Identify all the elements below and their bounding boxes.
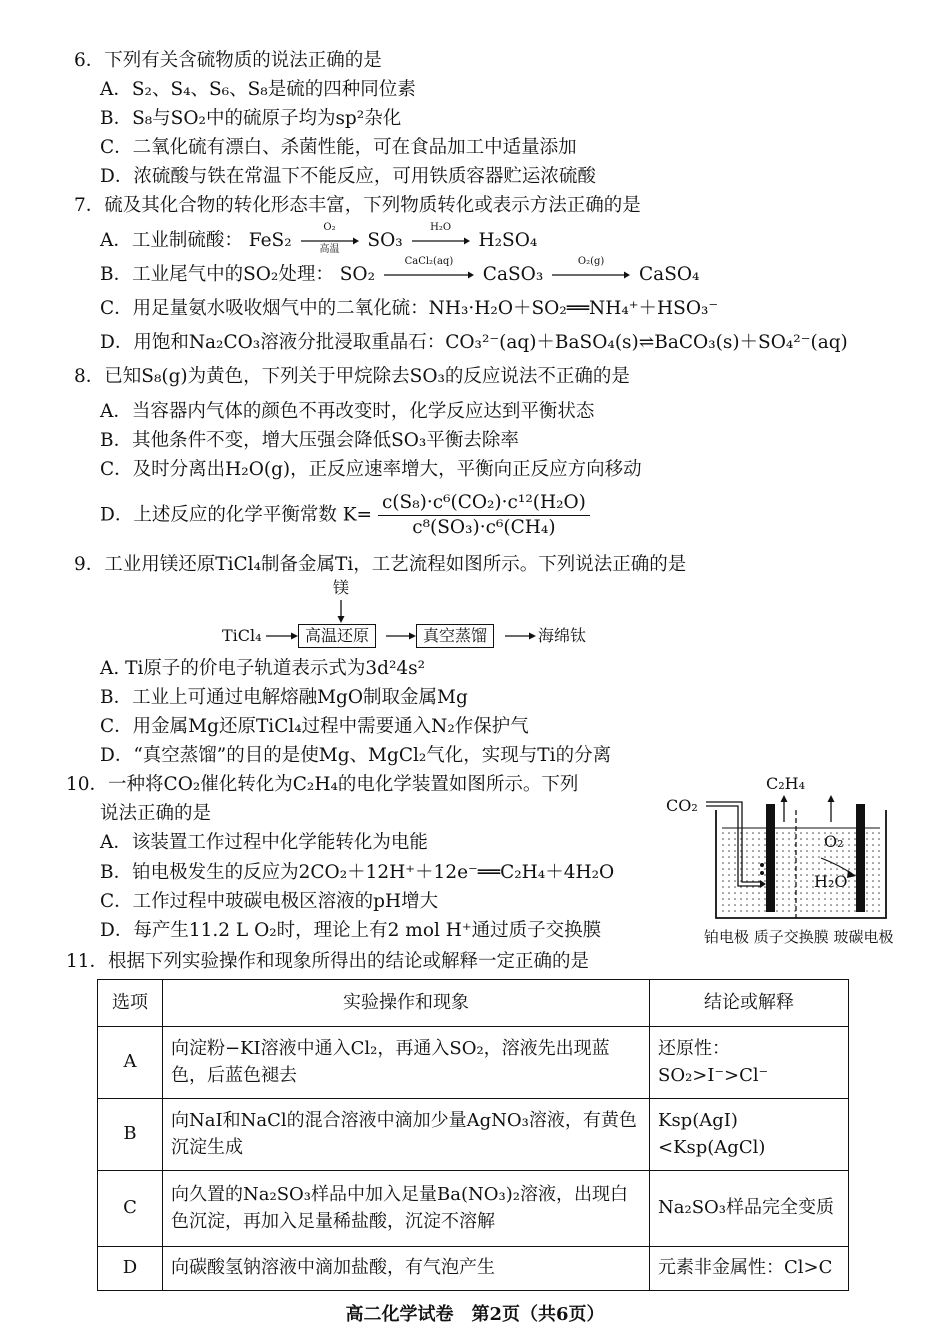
row-conclusion: Ksp(AgI)<Ksp(AgCl) <box>650 1099 849 1171</box>
fraction-denominator: c⁸(SO₃)·c⁶(CH₄) <box>412 516 556 538</box>
q10-option-a: A．该装置工作过程中化学能转化为电能 <box>100 832 428 853</box>
q8-option-d <box>100 494 590 537</box>
reaction-arrow-1 <box>301 222 359 255</box>
arrow-label-top: O₂(g) <box>577 256 605 267</box>
reaction-arrow-4 <box>552 256 630 279</box>
h2o-label: H₂O <box>814 872 848 891</box>
q6-option-d: D．浓硫酸与铁在常温下不能反应，可用铁质容器贮运浓硫酸 <box>100 166 596 187</box>
row-operation: 向淀粉−KI溶液中通入Cl₂，再通入SO₂，溶液先出现蓝色，后蓝色褪去 <box>163 1027 650 1099</box>
q9-option-c: C．用金属Mg还原TiCl₄过程中需要通入N₂作保护气 <box>100 716 529 737</box>
q7-option-d: D．用饱和Na₂CO₃溶液分批浸取重晶石：CO₃²⁻(aq)＋BaSO₄(s)⇌BaCO₃(s)＋SO₄²⁻(aq) <box>100 332 848 353</box>
flow-end-label: 海绵钛 <box>538 626 587 645</box>
flow-box-reduction: 高温还原 <box>298 624 376 648</box>
row-conclusion: 元素非金属性：Cl>C <box>650 1247 849 1291</box>
q9-stem: 9．工业用镁还原TiCl₄制备金属Ti，工艺流程如图所示。下列说法正确的是 <box>74 554 687 575</box>
q7-option-b <box>100 256 700 285</box>
table-row <box>98 1171 849 1247</box>
q9-option-a: A. Ti原子的价电子轨道表示式为3d²4s² <box>100 658 426 679</box>
arrow-label-top: CaCl₂(aq) <box>404 256 454 267</box>
q9-option-d: D．“真空蒸馏”的目的是使Mg、MgCl₂气化，实现与Ti的分离 <box>100 745 612 766</box>
header-operation: 实验操作和现象 <box>163 980 650 1027</box>
q10-stem-cont: 说法正确的是 <box>100 803 212 824</box>
table-row <box>98 1247 849 1291</box>
o2-label: O₂ <box>824 832 844 851</box>
figure-caption: 铂电极 质子交换膜 玻碳电极 <box>704 928 894 946</box>
q10-option-b: B．铂电极发生的反应为2CO₂＋12H⁺＋12e⁻══C₂H₄＋4H₂O <box>100 862 615 883</box>
q10-stem: 10．一种将CO₂催化转化为C₂H₄的电化学装置如图所示。下列 <box>66 774 579 795</box>
reaction-arrow-3 <box>384 256 474 279</box>
q6-option-c: C．二氧化硫有漂白、杀菌性能，可在食品加工中适量添加 <box>100 137 577 158</box>
equilibrium-constant-fraction <box>378 494 590 537</box>
table-row <box>98 1027 849 1099</box>
q8-option-a: A．当容器内气体的颜色不再改变时，化学反应达到平衡状态 <box>100 401 595 422</box>
q7-a-species2: SO₃ <box>367 230 403 251</box>
table-header-row <box>98 980 849 1027</box>
q11-stem: 11．根据下列实验操作和现象所得出的结论或解释一定正确的是 <box>66 951 590 972</box>
q6-option-b: B．S₈与SO₂中的硫原子均为sp²杂化 <box>100 108 402 129</box>
row-option: B <box>98 1099 163 1171</box>
arrow-label-top: H₂O <box>430 222 452 233</box>
row-operation: 向久置的Na₂SO₃样品中加入足量Ba(NO₃)₂溶液，出现白色沉淀，再加入足量稀盐酸，沉淀不溶解 <box>163 1171 650 1247</box>
q10-option-c: C．工作过程中玻碳电极区溶液的pH增大 <box>100 891 439 912</box>
header-conclusion: 结论或解释 <box>650 980 849 1027</box>
q8-option-b: B．其他条件不变，增大压强会降低SO₃平衡去除率 <box>100 430 519 451</box>
q7-a-species1: FeS₂ <box>248 230 292 251</box>
row-conclusion: 还原性：SO₂>I⁻>Cl⁻ <box>650 1027 849 1099</box>
row-option: D <box>98 1247 163 1291</box>
q7-option-c: C．用足量氨水吸收烟气中的二氧化硫：NH₃·H₂O＋SO₂══NH₄⁺＋HSO₃⁻ <box>100 298 719 319</box>
q8-option-c: C．及时分离出H₂O(g)，正反应速率增大，平衡向正反应方向移动 <box>100 459 642 480</box>
flow-box-distillation: 真空蒸馏 <box>416 624 494 648</box>
experiment-table <box>97 979 849 1291</box>
q7-b-species1: SO₂ <box>339 264 376 285</box>
row-option: A <box>98 1027 163 1099</box>
flow-start-label: TiCl₄ <box>222 626 262 645</box>
q7-b-prefix: B．工业尾气中的SO₂处理： <box>100 264 334 285</box>
co2-inlet-label: CO₂ <box>666 796 698 815</box>
row-operation: 向碳酸氢钠溶液中滴加盐酸，有气泡产生 <box>163 1247 650 1291</box>
reaction-arrow-2 <box>412 222 470 245</box>
q6-option-a: A．S₂、S₄、S₆、S₈是硫的四种同位素 <box>100 79 416 100</box>
q6-stem: 6．下列有关含硫物质的说法正确的是 <box>74 50 382 71</box>
c2h4-outlet-label: C₂H₄ <box>766 774 806 793</box>
q7-option-a <box>100 222 538 255</box>
q7-b-species2: CaSO₃ <box>482 264 544 285</box>
q7-stem: 7．硫及其化合物的转化形态丰富，下列物质转化或表示方法正确的是 <box>74 195 641 216</box>
page-footer: 高二化学试卷 第2页（共6页） <box>345 1304 605 1325</box>
cell-drawing <box>666 770 896 930</box>
flow-input-label: 镁 <box>333 578 350 597</box>
row-option: C <box>98 1171 163 1247</box>
arrow-label-top: O₂ <box>323 222 336 233</box>
fraction-numerator: c(S₈)·c⁶(CO₂)·c¹²(H₂O) <box>378 494 590 516</box>
header-option: 选项 <box>98 980 163 1027</box>
q10-option-d: D．每产生11.2 L O₂时，理论上有2 mol H⁺通过质子交换膜 <box>100 920 602 941</box>
process-flow-diagram <box>220 578 620 658</box>
q9-option-b: B．工业上可通过电解熔融MgO制取金属Mg <box>100 687 468 708</box>
q7-a-prefix: A．工业制硫酸： <box>100 230 243 251</box>
electrolysis-cell-figure <box>666 770 896 955</box>
row-operation: 向NaI和NaCl的混合溶液中滴加少量AgNO₃溶液，有黄色沉淀生成 <box>163 1099 650 1171</box>
q8-stem: 8．已知S₈(g)为黄色，下列关于甲烷除去SO₃的反应说法不正确的是 <box>74 366 630 387</box>
q7-a-species3: H₂SO₄ <box>478 230 538 251</box>
q7-b-species3: CaSO₄ <box>639 264 700 285</box>
row-conclusion: Na₂SO₃样品完全变质 <box>650 1171 849 1247</box>
table-row <box>98 1099 849 1171</box>
q8-d-prefix: D．上述反应的化学平衡常数 K= <box>100 504 373 526</box>
arrow-label-bottom: 高温 <box>319 244 340 255</box>
